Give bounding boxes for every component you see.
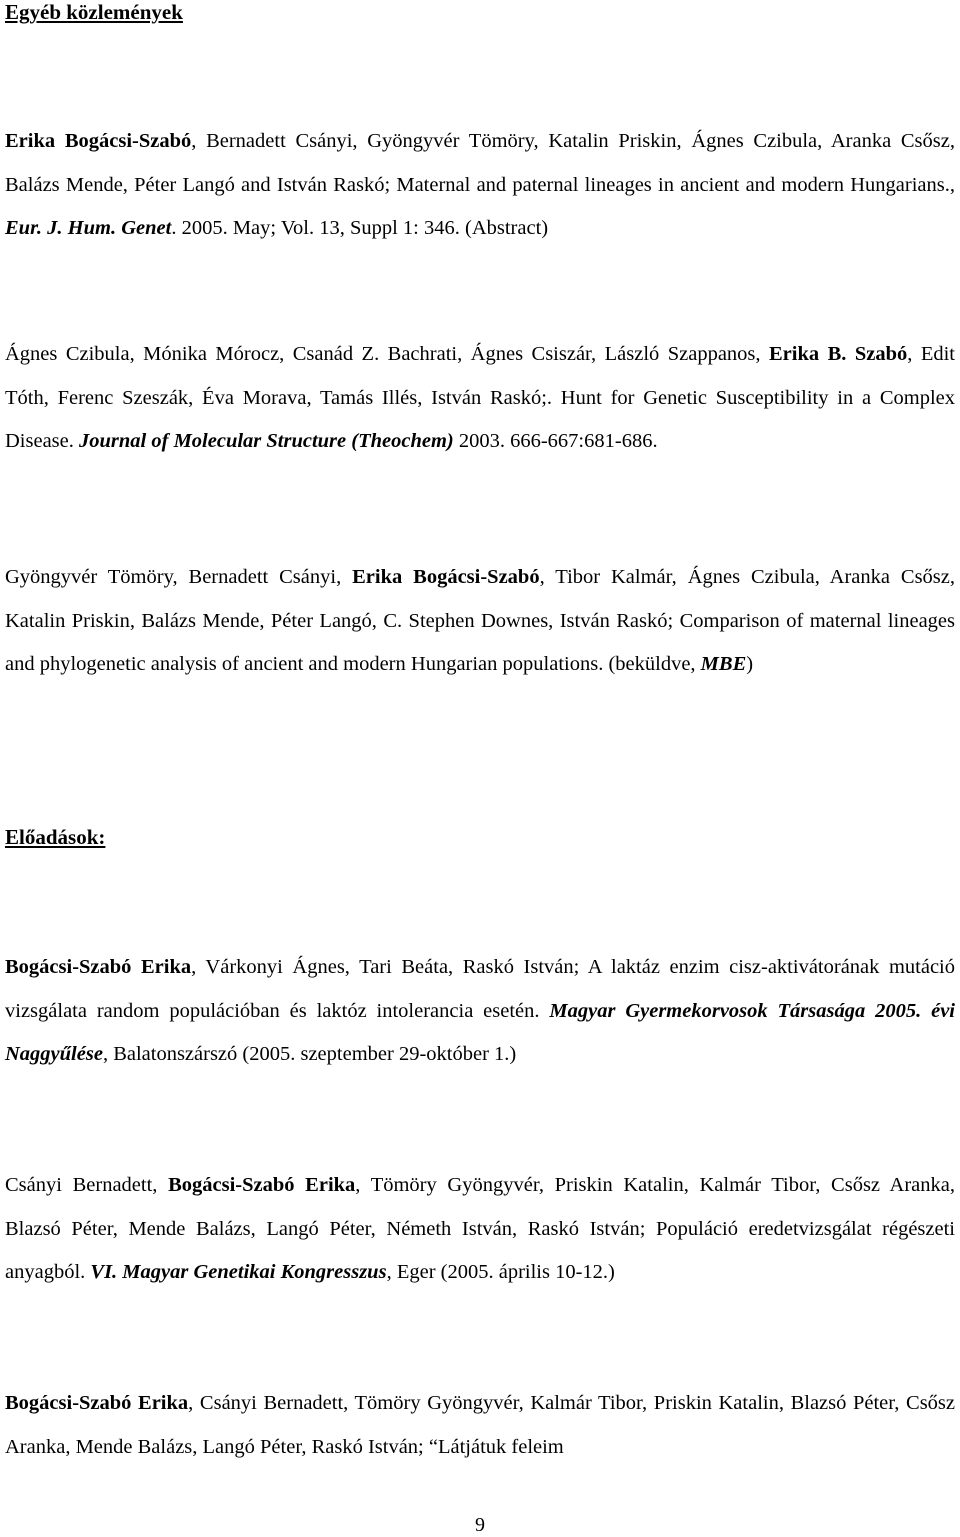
publication-entry [5,333,955,464]
publication-entry [5,120,955,251]
entry-text: ) [746,653,754,676]
presentation-entry [5,1382,955,1469]
emphasized-text: Magyar Gyermekorvosok Társasága 2005. évi Naggyűlése [5,999,955,1066]
entry-text: , Tömöry Gyöngyvér, Priskin Katalin, Kalmár Tibor, Csősz Aranka, Blazsó Péter, Mende Balázs, Langó Péter, Németh István, Raskó István; Populáció eredetvizsgálat régészeti anyagból. [5,1174,956,1284]
emphasized-text: Bogácsi-Szabó Erika [5,956,192,978]
emphasized-text: MBE [700,653,747,676]
entry-text: Ágnes Czibula, Mónika Mórocz, Csanád Z. Bachrati, Ágnes Csiszár, László Szappanos, [5,343,769,365]
emphasized-text: Bogácsi-Szabó Erika [168,1174,356,1196]
entry-text: Gyöngyvér Tömöry, Bernadett Csányi, [5,566,353,588]
emphasized-text: Eur. J. Hum. Genet [5,217,172,240]
entry-text: , Tibor Kalmár, Ágnes Czibula, Aranka Csősz, Katalin Priskin, Balázs Mende, Péter Langó, C. Stephen Downes, István Raskó; Comparison of maternal lineages and phylogenetic analysis of ancient and modern Hungarian populations. (beküldve, [5,566,956,676]
entry-text: . 2005. May; Vol. 13, Suppl 1: 346. (Abstract) [171,217,549,240]
entry-text: , Edit Tóth, Ferenc Szeszák, Éva Morava, Tamás Illés, István Raskó;. Hunt for Genetic Susceptibility in a Complex Disease. [5,343,955,453]
presentation-entry [5,1164,955,1295]
entry-text: , Eger (2005. április 10-12.) [386,1261,615,1284]
page-number: 9 [475,1514,485,1536]
entry-text: , Csányi Bernadett, Tömöry Gyöngyvér, Kalmár Tibor, Priskin Katalin, Blazsó Péter, Csősz Aranka, Mende Balázs, Langó Péter, Raskó István; “Látjátuk feleim [5,1392,956,1458]
entry-text: , Balatonszárszó (2005. szeptember 29-október 1.) [102,1043,517,1066]
emphasized-text: Bogácsi-Szabó Erika [5,1392,189,1414]
emphasized-text: Erika Bogácsi-Szabó [5,130,192,152]
entry-text: , Bernadett Csányi, Gyöngyvér Tömöry, Katalin Priskin, Ágnes Czibula, Aranka Csősz, Balázs Mende, Péter Langó and István Raskó; Maternal and paternal lineages in ancient and modern Hungarians., [5,130,955,196]
entry-text: 2003. 666-667:681-686. [453,430,658,453]
section-heading-other-publications: Egyéb közlemények [5,0,183,24]
emphasized-text: Erika Bogácsi-Szabó [352,566,540,588]
presentation-entry [5,946,955,1077]
entry-text: Csányi Bernadett, [5,1174,169,1196]
section-heading-presentations: Előadások: [5,825,106,849]
emphasized-text: Erika B. Szabó [769,343,908,365]
emphasized-text: VI. Magyar Genetikai Kongresszus [90,1261,387,1284]
publication-entry [5,556,955,687]
entry-text: , Várkonyi Ágnes, Tari Beáta, Raskó István; A laktáz enzim cisz-aktivátorának mutáció vizsgálata random populációban és laktóz intolerancia esetén. [5,956,955,1022]
emphasized-text: Journal of Molecular Structure (Theochem) [79,430,454,453]
